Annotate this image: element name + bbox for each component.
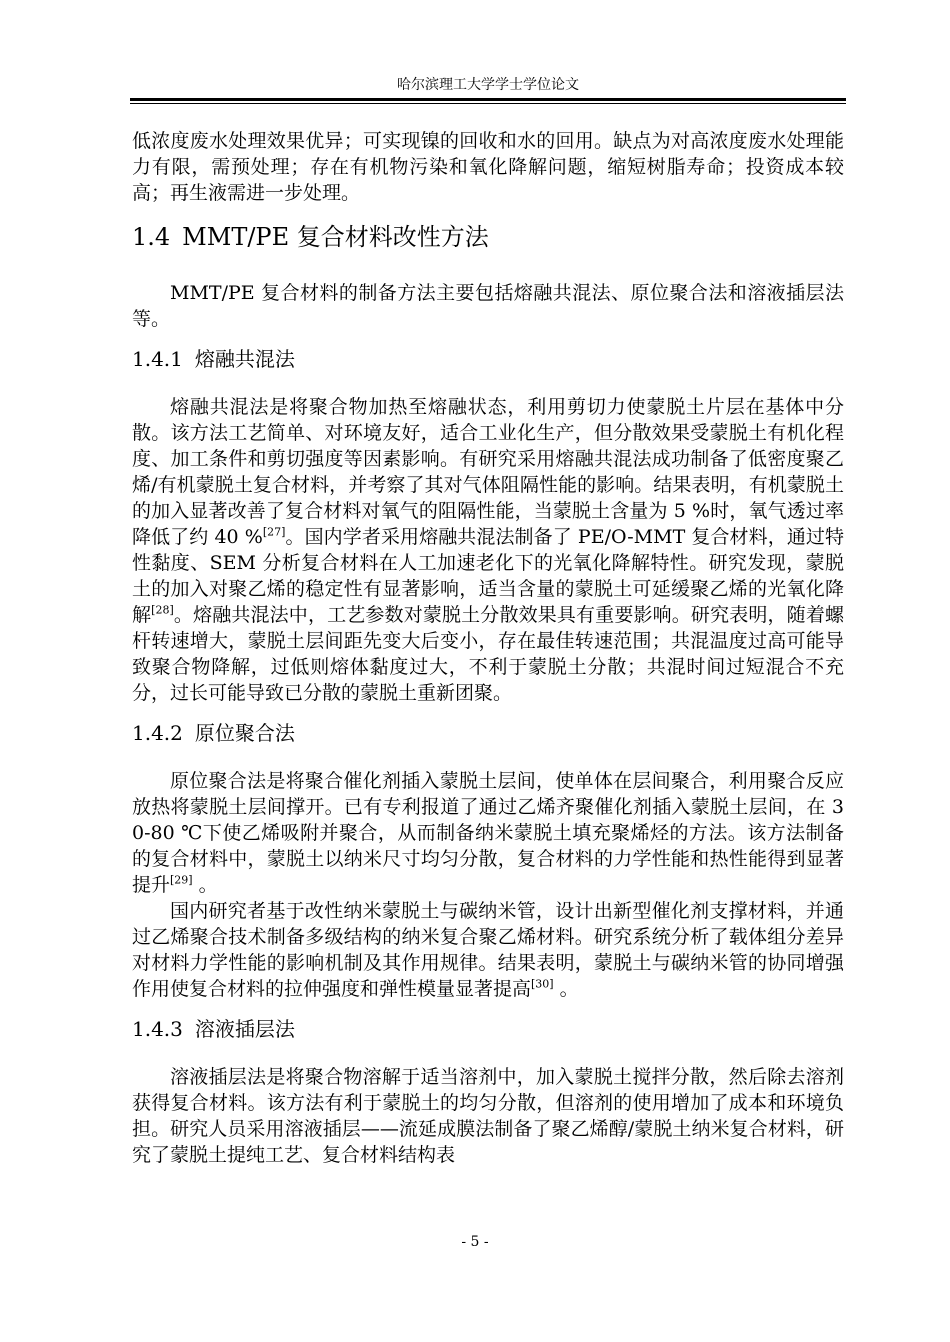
insitu-paragraph-2: [132, 898, 844, 1002]
text-run: 。国内学者采用熔融共混法制备了 PE/O-MMT 复合材料，通过特性黏度、SEM 分析复合材料在人工加速老化下的光氧化降解特性。研究发现，蒙脱土的加入对聚乙烯的稳定性有显著影响，适当含量的蒙脱土可延缓聚乙烯的光氧化降解: [132, 526, 844, 626]
citation: [30]: [531, 977, 554, 991]
subsection-heading-solution: [132, 1016, 844, 1042]
text-run: 。熔融共混法中，工艺参数对蒙脱土分散效果具有重要影响。研究表明，随着螺杆转速增大，蒙脱土层间距先变大后变小，存在最佳转速范围；共混温度过高可能导致聚合物降解，过低则熔体黏度过大，不利于蒙脱土分散；共混时间过短混合不充分，过长可能导致已分散的蒙脱土重新团聚。: [132, 604, 844, 704]
text-run: 原位聚合法是将聚合催化剂插入蒙脱土层间，使单体在层间聚合，利用聚合反应放热将蒙脱土层间撑开。已有专利报道了通过乙烯齐聚催化剂插入蒙脱土层间，在 30-80 ℃下使乙烯吸附并聚合，从而制备纳米蒙脱土填充聚烯烃的方法。该方法制备的复合材料中，蒙脱土以纳米尺寸均匀分散，复合材料的力学性能和热性能得到显著提升: [132, 770, 844, 896]
insitu-paragraph-1: [132, 768, 844, 898]
page-body: [132, 128, 844, 1168]
text-run: 熔融共混法是将聚合物加热至熔融状态，利用剪切力使蒙脱土片层在基体中分散。该方法工艺简单、对环境友好，适合工业化生产，但分散效果受蒙脱土有机化程度、加工条件和剪切强度等因素影响。有研究采用熔融共混法成功制备了低密度聚乙烯/有机蒙脱土复合材料，并考察了其对气体阻隔性能的影响。结果表明，有机蒙脱土的加入显著改善了复合材料对氧气的阻隔性能，当蒙脱土含量为 5 %时，氧气透过率降低了约 40 %: [132, 396, 844, 548]
section-title: MMT/PE 复合材料改性方法: [182, 223, 489, 251]
citation: [28]: [151, 603, 174, 617]
subsection-heading-melt: [132, 346, 844, 372]
text-run: 国内研究者基于改性纳米蒙脱土与碳纳米管，设计出新型催化剂支撑材料，并通过乙烯聚合技术制备多级结构的纳米复合聚乙烯材料。研究系统分析了载体组分差异对材料力学性能的影响机制及其作用规律。结果表明，蒙脱土与碳纳米管的协同增强作用使复合材料的拉伸强度和弹性模量显著提高: [132, 900, 844, 1000]
intro-paragraph: 低浓度废水处理效果优异；可实现镍的回收和水的回用。缺点为对高浓度废水处理能力有限，需预处理；存在有机物污染和氧化降解问题，缩短树脂寿命；投资成本较高；再生液需进一步处理。: [132, 130, 844, 204]
subsection-title: 原位聚合法: [194, 721, 295, 745]
citation: [27]: [262, 525, 286, 539]
subsection-title: 熔融共混法: [194, 347, 295, 371]
section-intro: MMT/PE 复合材料的制备方法主要包括熔融共混法、原位聚合法和溶液插层法等。: [132, 282, 844, 330]
subsection-number: 1.4.3: [132, 1017, 183, 1041]
text-run: 。: [192, 874, 218, 896]
section-number: 1.4: [132, 223, 171, 251]
page-number: - 5 -: [461, 1234, 489, 1250]
subsection-number: 1.4.2: [132, 721, 183, 745]
solution-paragraph: 溶液插层法是将聚合物溶解于适当溶剂中，加入蒙脱土搅拌分散，然后除去溶剂获得复合材料。该方法有利于蒙脱土的均匀分散，但溶剂的使用增加了成本和环境负担。研究人员采用溶液插层——流延成膜法制备了聚乙烯醇/蒙脱土纳米复合材料，研究了蒙脱土提纯工艺、复合材料结构表: [132, 1066, 844, 1166]
subsection-title: 溶液插层法: [194, 1017, 295, 1041]
text-run: 。: [553, 978, 579, 1000]
melt-paragraph: [132, 394, 844, 706]
citation: [29]: [170, 873, 193, 887]
running-header: 哈尔滨理工大学学士学位论文: [397, 77, 579, 93]
section-heading: [132, 222, 844, 252]
subsection-number: 1.4.1: [132, 347, 183, 371]
subsection-heading-insitu: [132, 720, 844, 746]
header-rule-thin: [130, 103, 846, 104]
header-rule-thick: [130, 98, 846, 101]
